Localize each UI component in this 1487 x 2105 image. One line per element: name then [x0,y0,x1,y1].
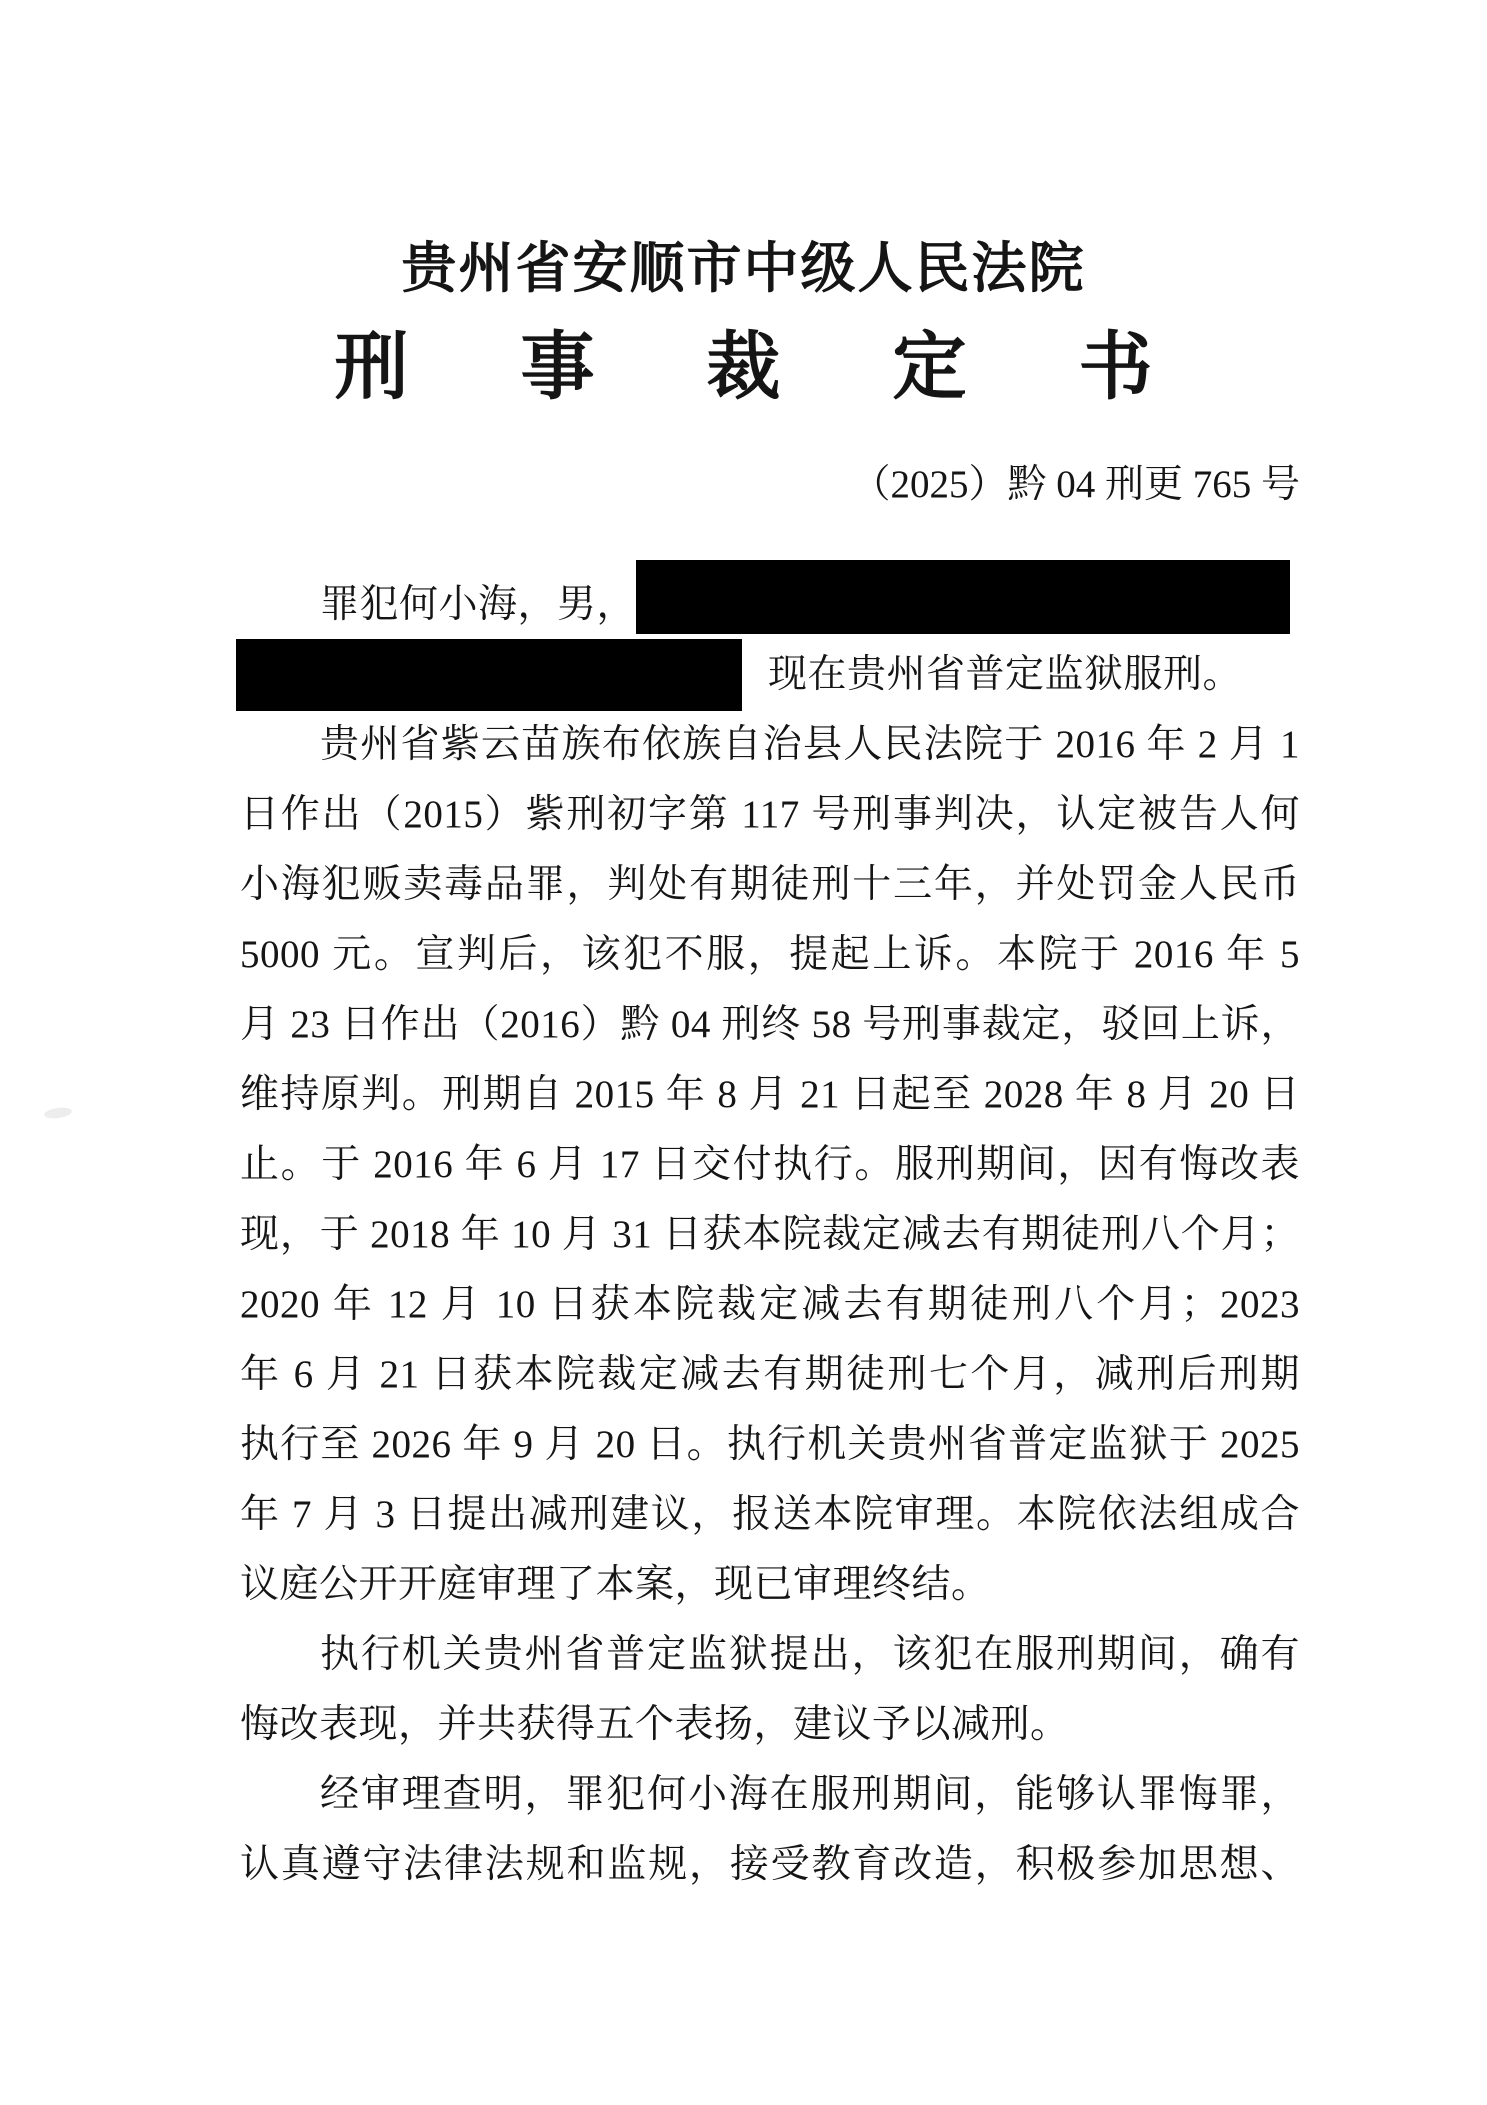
document-body [240,570,1300,1900]
body-line: 2020 年 12 月 10 日获本院裁定减去有期徒刑八个月；2023 [240,1283,1300,1326]
body-line: 止。于 2016 年 6 月 17 日交付执行。服刑期间，因有悔改表 [240,1143,1300,1186]
document-title: 刑事裁定书 [334,327,1265,409]
body-line: 维持原判。刑期自 2015 年 8 月 21 日起至 2028 年 8 月 20 日 [240,1073,1300,1116]
body-line: 认真遵守法律法规和监规，接受教育改造，积极参加思想、 [240,1843,1300,1886]
body-line: 年 6 月 21 日获本院裁定减去有期徒刑七个月，减刑后刑期 [240,1353,1300,1396]
body-line: 日作出（2015）紫刑初字第 117 号刑事判决，认定被告人何 [240,793,1300,836]
body-line: 议庭公开开庭审理了本案，现已审理终结。 [240,1563,991,1606]
redaction-box [636,560,1290,634]
body-line: 月 23 日作出（2016）黔 04 刑终 58 号刑事裁定，驳回上诉， [240,1003,1300,1046]
body-line: 5000 元。宣判后，该犯不服，提起上诉。本院于 2016 年 5 [240,933,1300,976]
body-line [240,640,1300,710]
scan-artifact [43,1106,72,1120]
body-line: 现，于 2018 年 10 月 31 日获本院裁定减去有期徒刑八个月； [240,1213,1300,1256]
body-line: 小海犯贩卖毒品罪，判处有期徒刑十三年，并处罚金人民币 [240,863,1300,906]
body-line [240,570,1300,640]
body-line: 执行至 2026 年 9 月 20 日。执行机关贵州省普定监狱于 2025 [240,1423,1300,1466]
body-line: 执行机关贵州省普定监狱提出，该犯在服刑期间，确有 [320,1633,1300,1676]
case-number: （2025）黔 04 刑更 765 号 [851,463,1300,506]
body-line: 经审理查明，罪犯何小海在服刑期间，能够认罪悔罪， [320,1773,1300,1816]
body-line: 贵州省紫云苗族布依族自治县人民法院于 2016 年 2 月 1 [320,723,1300,766]
body-text: 罪犯何小海，男， [320,583,637,626]
body-line: 年 7 月 3 日提出减刑建议，报送本院审理。本院依法组成合 [240,1493,1300,1536]
body-text: 现在贵州省普定监狱服刑。 [768,653,1243,696]
court-name-heading: 贵州省安顺市中级人民法院 [401,238,1086,299]
body-line: 悔改表现，并共获得五个表扬，建议予以减刑。 [240,1703,1070,1746]
redaction-box [236,639,742,711]
